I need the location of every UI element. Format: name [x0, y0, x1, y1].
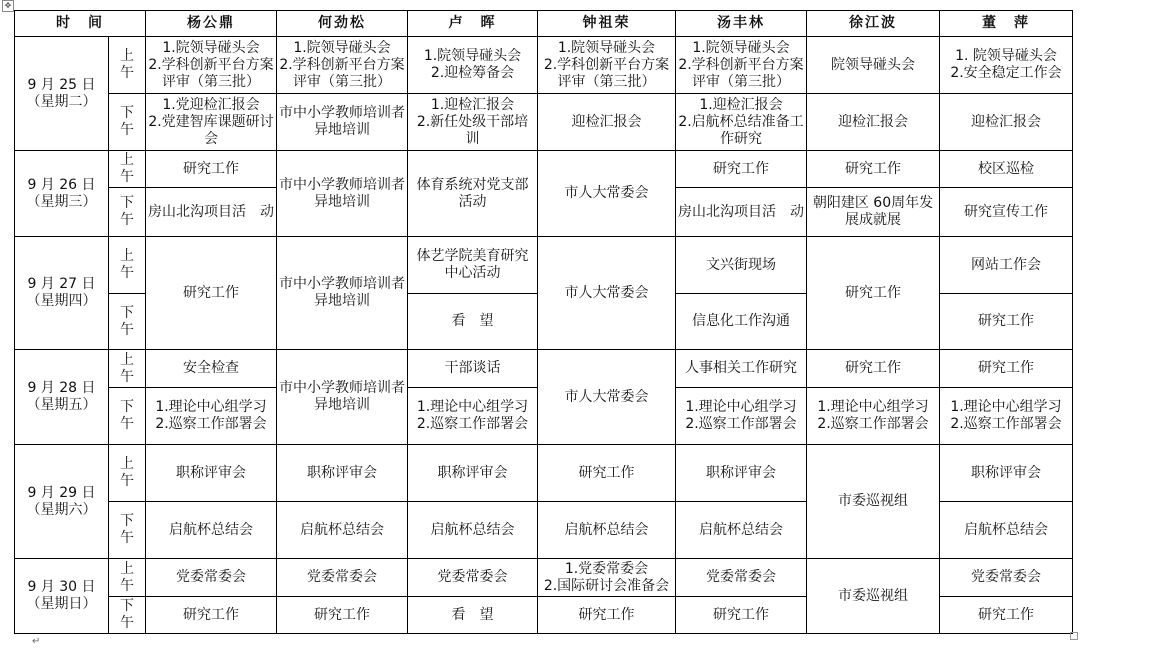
day-label: 9 月 28 日 （星期五）: [15, 350, 109, 445]
schedule-cell: 房山北沟项目活 动: [146, 188, 277, 237]
schedule-cell: 党委常委会: [940, 559, 1073, 597]
person-header: 钟祖荣: [538, 11, 676, 37]
schedule-cell: 看 望: [408, 597, 538, 634]
schedule-cell: 市人大常委会: [538, 151, 676, 237]
day-label: 9 月 30 日 （星期日）: [15, 559, 109, 634]
schedule-cell: 1.院领导碰头会 2.学科创新平台方案评审（第三批）: [146, 37, 277, 94]
table-row: [15, 151, 1073, 188]
schedule-cell: 职称评审会: [146, 445, 277, 502]
schedule-cell: 党委常委会: [146, 559, 277, 597]
schedule-cell: 启航杯总结会: [408, 502, 538, 559]
table-row: [15, 237, 1073, 294]
schedule-cell: 启航杯总结会: [676, 502, 807, 559]
schedule-cell: 启航杯总结会: [940, 502, 1073, 559]
schedule-cell: 1.理论中心组学习 2.巡察工作部署会: [807, 388, 940, 445]
schedule-cell: 迎检汇报会: [538, 94, 676, 151]
pm-label: 下 午: [109, 388, 146, 445]
schedule-cell: 干部谈话: [408, 350, 538, 388]
schedule-cell: 职称评审会: [940, 445, 1073, 502]
schedule-cell: 人事相关工作研究: [676, 350, 807, 388]
schedule-cell: 研究工作: [146, 237, 277, 350]
am-label: 上 午: [109, 445, 146, 502]
header-row: [15, 11, 1073, 37]
schedule-cell: 研究宣传工作: [940, 188, 1073, 237]
schedule-cell: 研究工作: [807, 350, 940, 388]
schedule-cell: 研究工作: [277, 597, 408, 634]
person-header: 何劲松: [277, 11, 408, 37]
person-header: 杨公鼎: [146, 11, 277, 37]
schedule-cell: 体育系统对党支部活动: [408, 151, 538, 237]
table-row: [15, 350, 1073, 388]
pm-label: 下 午: [109, 294, 146, 350]
schedule-cell: 研究工作: [676, 597, 807, 634]
schedule-cell: 研究工作: [940, 597, 1073, 634]
schedule-cell: 研究工作: [676, 151, 807, 188]
schedule-cell: 1.理论中心组学习 2.巡察工作部署会: [676, 388, 807, 445]
schedule-cell: 信息化工作沟通: [676, 294, 807, 350]
schedule-cell: 房山北沟项目活 动: [676, 188, 807, 237]
table-row: [15, 37, 1073, 94]
schedule-cell: 职称评审会: [277, 445, 408, 502]
schedule-cell: 启航杯总结会: [538, 502, 676, 559]
table-move-handle-icon[interactable]: ✥: [2, 0, 14, 12]
am-label: 上 午: [109, 350, 146, 388]
schedule-cell: 研究工作: [538, 445, 676, 502]
schedule-cell: 启航杯总结会: [277, 502, 408, 559]
schedule-cell: 研究工作: [940, 350, 1073, 388]
schedule-cell: 1.党委常委会 2.国际研讨会准备会: [538, 559, 676, 597]
table-row: [15, 559, 1073, 597]
schedule-cell: 文兴街现场: [676, 237, 807, 294]
schedule-cell: 体艺学院美育研究中心活动: [408, 237, 538, 294]
schedule-cell: 1.院领导碰头会 2.学科创新平台方案评审（第三批）: [277, 37, 408, 94]
schedule-cell: 市人大常委会: [538, 237, 676, 350]
schedule-cell: 1.院领导碰头会 2.学科创新平台方案评审（第三批）: [538, 37, 676, 94]
schedule-cell: 校区巡检: [940, 151, 1073, 188]
paragraph-mark-icon: ↵: [32, 636, 41, 647]
time-header: 时 间: [15, 11, 146, 37]
day-label: 9 月 25 日 （星期二）: [15, 37, 109, 151]
schedule-cell: 党委常委会: [408, 559, 538, 597]
schedule-cell: 研究工作: [146, 151, 277, 188]
schedule-cell: 研究工作: [146, 597, 277, 634]
person-header: 董 萍: [940, 11, 1073, 37]
schedule-cell: 1.理论中心组学习 2.巡察工作部署会: [146, 388, 277, 445]
am-label: 上 午: [109, 237, 146, 294]
schedule-cell: 1.迎检汇报会 2.新任处级干部培 训: [408, 94, 538, 151]
schedule-cell: 市人大常委会: [538, 350, 676, 445]
schedule-cell: 研究工作: [807, 151, 940, 188]
schedule-cell: 院领导碰头会: [807, 37, 940, 94]
schedule-cell: 1.理论中心组学习 2.巡察工作部署会: [940, 388, 1073, 445]
schedule-cell: 1.院领导碰头会 2.迎检筹备会: [408, 37, 538, 94]
am-label: 上 午: [109, 559, 146, 597]
schedule-cell: 迎检汇报会: [807, 94, 940, 151]
schedule-cell: 市中小学教师培训者异地培训: [277, 151, 408, 237]
schedule-cell: 1.迎检汇报会 2.启航杯总结准备工作研究: [676, 94, 807, 151]
person-header: 卢 晖: [408, 11, 538, 37]
table-resize-handle[interactable]: [1070, 632, 1078, 640]
schedule-cell: 研究工作: [940, 294, 1073, 350]
person-header: 汤丰林: [676, 11, 807, 37]
pm-label: 下 午: [109, 94, 146, 151]
schedule-cell: 研究工作: [538, 597, 676, 634]
am-label: 上 午: [109, 151, 146, 188]
table-row: [15, 94, 1073, 151]
schedule-cell: 1.院领导碰头会 2.学科创新平台方案评审（第三批）: [676, 37, 807, 94]
schedule-cell: 1.理论中心组学习 2.巡察工作部署会: [408, 388, 538, 445]
schedule-cell: 党委常委会: [277, 559, 408, 597]
schedule-cell: 迎检汇报会: [940, 94, 1073, 151]
schedule-cell: 1.党迎检汇报会 2.党建智库课题研讨会: [146, 94, 277, 151]
schedule-cell: 党委常委会: [676, 559, 807, 597]
schedule-cell: 市中小学教师培训者异地培训: [277, 94, 408, 151]
schedule-cell: 研究工作: [807, 237, 940, 350]
schedule-cell: 看 望: [408, 294, 538, 350]
schedule-table: [14, 10, 1073, 634]
day-label: 9 月 29 日 （星期六）: [15, 445, 109, 559]
schedule-cell: 市委巡视组: [807, 559, 940, 634]
pm-label: 下 午: [109, 502, 146, 559]
schedule-cell: 启航杯总结会: [146, 502, 277, 559]
day-label: 9 月 26 日 （星期三）: [15, 151, 109, 237]
day-label: 9 月 27 日 （星期四）: [15, 237, 109, 350]
schedule-cell: 1. 院领导碰头会 2.安全稳定工作会: [940, 37, 1073, 94]
schedule-cell: 市中小学教师培训者异地培训: [277, 350, 408, 445]
schedule-cell: 朝阳建区 60周年发展成就展: [807, 188, 940, 237]
schedule-cell: 安全检查: [146, 350, 277, 388]
table-row: [15, 445, 1073, 502]
person-header: 徐江波: [807, 11, 940, 37]
schedule-cell: 网站工作会: [940, 237, 1073, 294]
schedule-cell: 市委巡视组: [807, 445, 940, 559]
schedule-cell: 职称评审会: [408, 445, 538, 502]
am-label: 上 午: [109, 37, 146, 94]
schedule-cell: 职称评审会: [676, 445, 807, 502]
schedule-cell: 市中小学教师培训者异地培训: [277, 237, 408, 350]
pm-label: 下 午: [109, 597, 146, 634]
pm-label: 下 午: [109, 188, 146, 237]
